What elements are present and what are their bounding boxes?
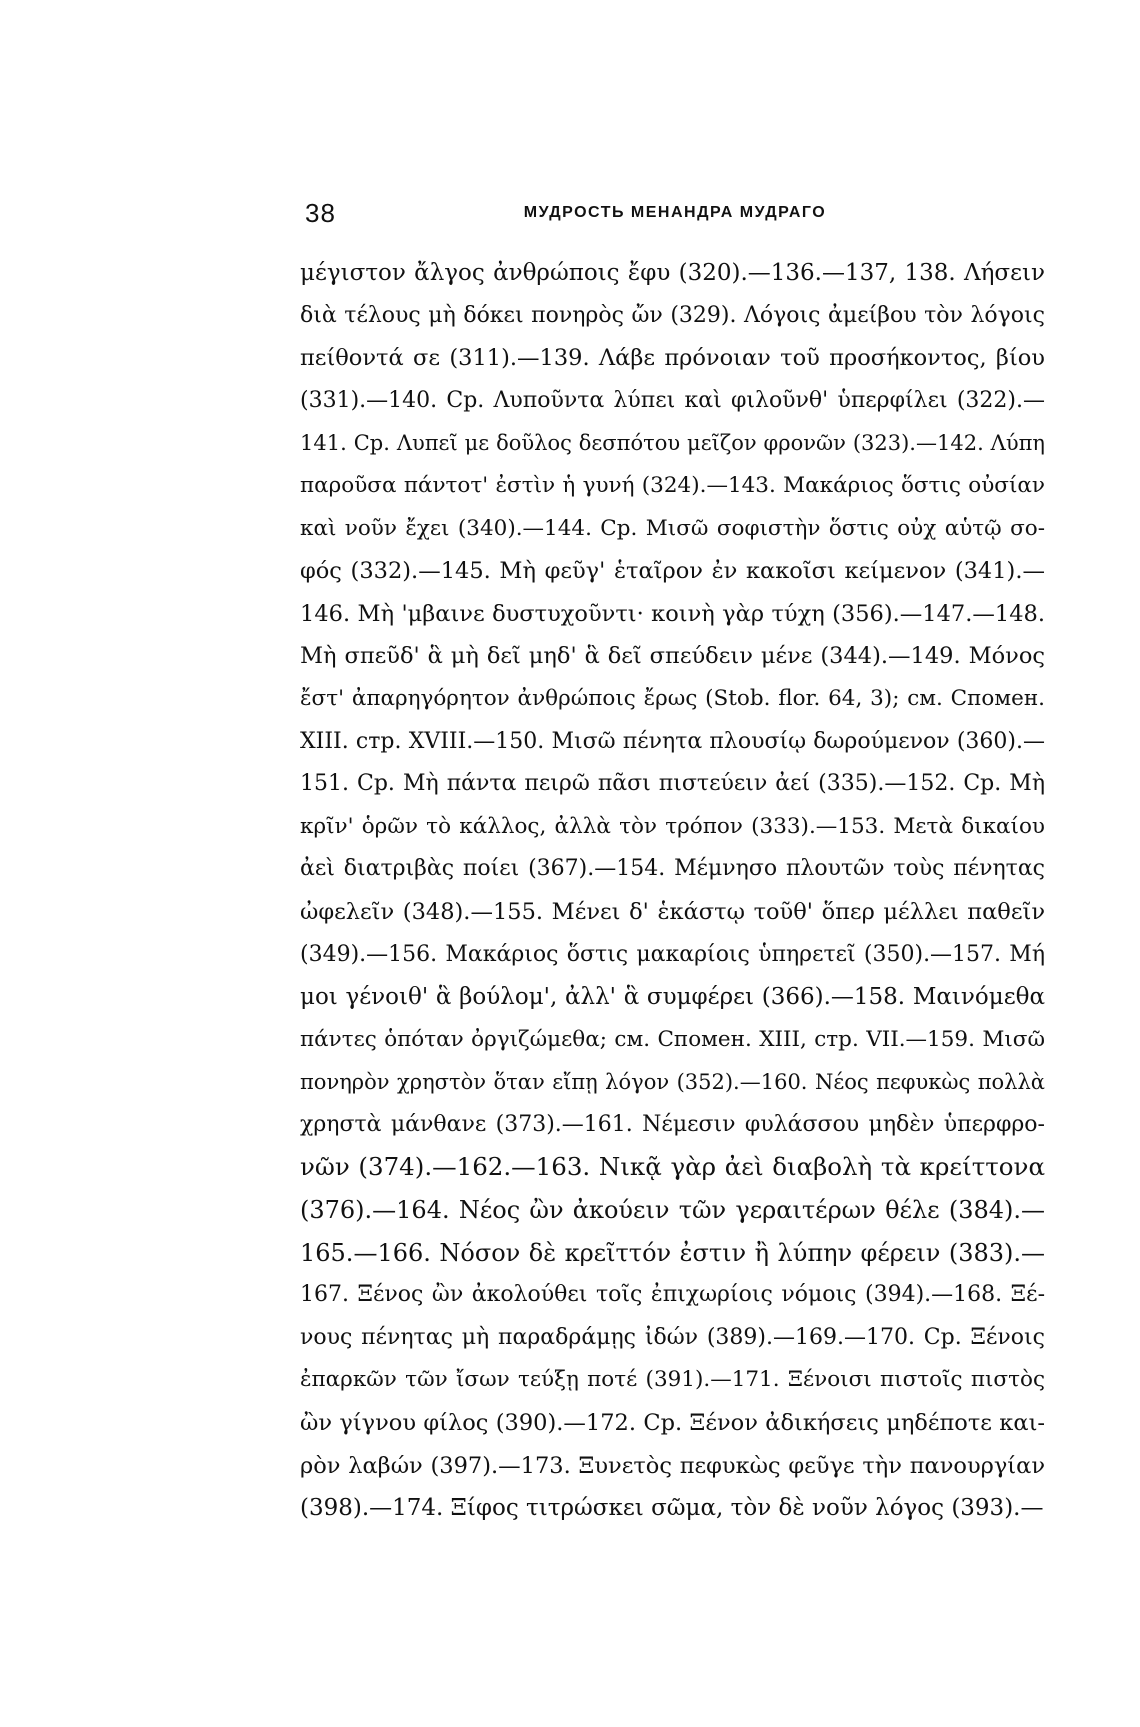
text-line: ὢν γίγνου φίλος (390).—172. Ср. Ξένον ἀδικήσεις μηδέποτε και-: [300, 1410, 1045, 1437]
text-line: (349).—156. Μακάριος ὅστις μακαρίοις ὑπηρετεῖ (350).—157. Μή: [300, 941, 1045, 967]
text-line: φός (332).—145. Μὴ φεῦγ' ἑταῖρον ἐν κακοῖσι κείμενον (341).—: [300, 558, 1045, 585]
text-line: πάντες ὁπόταν ὀργιζώμεθα; см. Спомен. XIII, стр. VII.—159. Μισῶ: [300, 1026, 1045, 1052]
text-line: 146. Μὴ 'μβαινε δυστυχοῦντι· κοινὴ γὰρ τύχη (356).—147.—148.: [300, 600, 1045, 627]
text-line: Μὴ σπεῦδ' ἃ μὴ δεῖ μηδ' ἃ δεῖ σπεύδειν μένε (344).—149. Μόνος: [300, 643, 1045, 670]
text-line: κρῖν' ὁρῶν τὸ κάλλος, ἀλλὰ τὸν τρόπον (333).—153. Μετὰ δικαίου: [300, 813, 1045, 839]
text-line: 167. Ξένος ὢν ἀκολούθει τοῖς ἐπιχωρίοις νόμοις (394).—168. Ξέ-: [300, 1282, 1045, 1308]
text-line: νους πένητας μὴ παραδράμῃς ἰδών (389).—169.—170. Ср. Ξένοις: [300, 1324, 1045, 1350]
text-line: μοι γένοιθ' ἃ βούλομ', ἀλλ' ἃ συμφέρει (366).—158. Μαινόμεθα: [300, 984, 1045, 1011]
text-line: 151. Ср. Μὴ πάντα πειρῶ πᾶσι πιστεύειν ἀεί (335).—152. Ср. Μὴ: [300, 771, 1045, 797]
text-line: ἀεὶ διατριβὰς ποίει (367).—154. Μέμνησο πλουτῶν τοὺς πένητας: [300, 856, 1045, 882]
text-line: μέγιστον ἄλγος ἀνθρώποις ἔφυ (320).—136.—137, 138. Λήσειν: [300, 260, 1045, 286]
text-line: 165.—166. Νόσον δὲ κρεῖττόν ἐστιν ἢ λύπην φέρειν (383).—: [300, 1238, 1045, 1267]
text-line: (376).—164. Νέος ὢν ἀκούειν τῶν γεραιτέρων θέλε (384).—: [300, 1196, 1045, 1225]
text-line: (398).—174. Ξίφος τιτρώσκει σῶμα, τὸν δὲ νοῦν λόγος (393).—: [300, 1495, 1044, 1522]
text-line: παροῦσα πάντοτ' ἐστὶν ἡ γυνή (324).—143. Μακάριος ὅστις οὐσίαν: [300, 472, 1045, 498]
text-line: χρηστὰ μάνθανε (373).—161. Νέμεσιν φυλάσσου μηδὲν ὑπερφρο-: [300, 1111, 1045, 1137]
text-line: νῶν (374).—162.—163. Νικᾷ γὰρ ἀεὶ διαβολὴ τὰ κρείττονα: [300, 1152, 1045, 1182]
page-number: 38: [305, 198, 336, 228]
text-line: ρὸν λαβών (397).—173. Ξυνετὸς πεφυκὼς φεῦγε τὴν πανουργίαν: [300, 1452, 1045, 1479]
text-line: 141. Ср. Λυπεῖ με δοῦλος δεσπότου μεῖζον φρονῶν (323).—142. Λύπη: [300, 431, 1045, 456]
text-line: ὠφελεῖν (348).—155. Μένει δ' ἑκάστῳ τοῦθ' ὅπερ μέλλει παθεῖν: [300, 898, 1045, 925]
text-line: καὶ νοῦν ἔχει (340).—144. Ср. Μισῶ σοφιστὴν ὅστις οὐχ αὑτῷ σο-: [300, 515, 1045, 541]
running-head: МУДРОСТЬ МЕНАНДРА МУДРАГО: [523, 204, 827, 221]
text-line: πονηρὸν χρηστὸν ὅταν εἴπῃ λόγον (352).—160. Νέος πεφυκὼς πολλὰ: [300, 1070, 1045, 1095]
text-line: πείθοντά σε (311).—139. Λάβε πρόνοιαν τοῦ προσήκοντος, βίου: [300, 345, 1045, 372]
page-header: [305, 198, 1045, 238]
text-line: XIII. стр. XVIII.—150. Μισῶ πένητα πλουσίῳ δωρούμενον (360).—: [300, 728, 1045, 754]
body-text: [300, 252, 1045, 1530]
text-line: (331).—140. Ср. Λυποῦντα λύπει καὶ φιλοῦνθ' ὑπερφίλει (322).—: [300, 387, 1045, 413]
text-line: διὰ τέλους μὴ δόκει πονηρὸς ὤν (329). Λόγοις ἀμείβου τὸν λόγοις: [300, 302, 1045, 328]
text-line: ἐπαρκῶν τῶν ἴσων τεύξῃ ποτέ (391).—171. Ξένοισι πιστοῖς πιστὸς: [300, 1367, 1045, 1393]
text-line: ἔστ' ἀπαρηγόρητον ἀνθρώποις ἔρως (Stob. flor. 64, 3); см. Спомен.: [300, 685, 1045, 711]
